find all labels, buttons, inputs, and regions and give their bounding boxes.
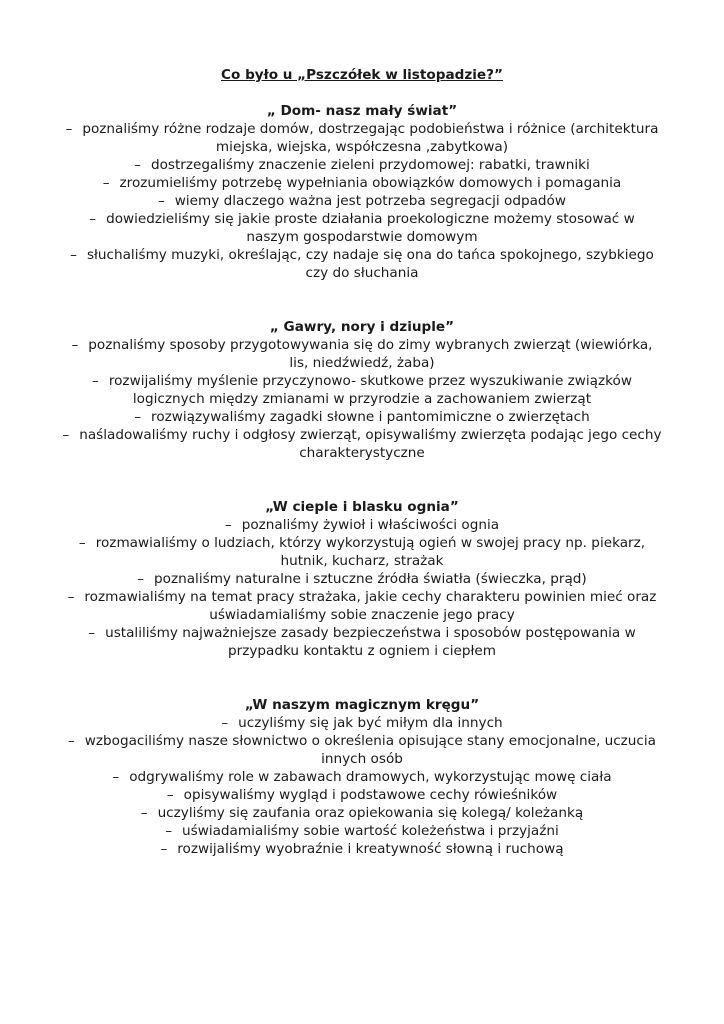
- dash-bullet-icon: –: [65, 121, 73, 137]
- list-item-text: poznaliśmy żywioł i właściwości ognia: [241, 517, 500, 533]
- list-item-text: uświadamialiśmy sobie wartość koleżeństwa i przyjaźni: [182, 823, 559, 839]
- list-item: [62, 768, 662, 786]
- list-item-text: poznaliśmy sposoby przygotowywania się do zimy wybranych zwierząt (wiewiórka, lis, niedźwiedź, żaba): [88, 337, 653, 371]
- list-item: [62, 516, 662, 534]
- list-item: [62, 246, 662, 282]
- dash-bullet-icon: –: [92, 373, 99, 389]
- dash-bullet-icon: –: [112, 769, 120, 785]
- bullet-list: [0, 120, 724, 282]
- section-title: „W naszym magicznym kręgu”: [244, 697, 480, 713]
- list-item: [62, 156, 662, 174]
- bullet-list: [0, 714, 724, 858]
- section: [0, 498, 724, 660]
- list-item-text: rozwijaliśmy wyobraźnie i kreatywność słowną i ruchową: [177, 841, 564, 857]
- list-item-text: słuchaliśmy muzyki, określając, czy nadaje się ona do tańca spokojnego, szybkiego czy do słuchania: [86, 247, 654, 281]
- list-item: [62, 120, 662, 156]
- list-item-text: dostrzegaliśmy znaczenie zieleni przydomowej: rabatki, trawniki: [150, 157, 590, 173]
- list-item-text: naśladowaliśmy ruchy i odgłosy zwierząt, opisywaliśmy zwierzęta podając jego cechy charakterystyczne: [79, 427, 662, 461]
- list-item: [62, 534, 662, 570]
- list-item: [62, 174, 662, 192]
- section: [0, 696, 724, 858]
- list-item: [62, 732, 662, 768]
- dash-bullet-icon: –: [62, 427, 70, 443]
- dash-bullet-icon: –: [67, 589, 75, 605]
- list-item-text: opisywaliśmy wygląd i podstawowe cechy rówieśników: [183, 787, 558, 803]
- list-item: [62, 714, 662, 732]
- list-item: [62, 804, 662, 822]
- list-item-text: poznaliśmy naturalne i sztuczne źródła światła (świeczka, prąd): [154, 571, 587, 587]
- list-item-text: zrozumieliśmy potrzebę wypełniania obowiązków domowych i pomagania: [119, 175, 622, 191]
- list-item-text: rozwijaliśmy myślenie przyczynowo- skutkowe przez wyszukiwanie związków logicznych między zmianami w przyrodzie a zachowaniem zwierząt: [108, 373, 632, 407]
- dash-bullet-icon: –: [67, 733, 75, 749]
- list-item-text: poznaliśmy różne rodzaje domów, dostrzegając podobieństwa i różnice (architektura miejska, wiejska, współczesna ,zabytkowa): [82, 121, 659, 155]
- list-item-text: wiemy dlaczego ważna jest potrzeba segregacji odpadów: [174, 193, 566, 209]
- section-title: „ Dom- nasz mały świat”: [266, 103, 458, 119]
- list-item-text: uczyliśmy się jak być miłym dla innych: [238, 715, 503, 731]
- list-item: [62, 210, 662, 246]
- list-item: [62, 822, 662, 840]
- dash-bullet-icon: –: [70, 247, 77, 263]
- dash-bullet-icon: –: [78, 535, 86, 551]
- bullet-list: [0, 516, 724, 660]
- dash-bullet-icon: –: [134, 409, 142, 425]
- list-item: [62, 840, 662, 858]
- dash-bullet-icon: –: [165, 823, 172, 839]
- list-item: [62, 786, 662, 804]
- dash-bullet-icon: –: [157, 193, 165, 209]
- list-item: [62, 624, 662, 660]
- list-item: [62, 372, 662, 408]
- list-item: [62, 408, 662, 426]
- dash-bullet-icon: –: [166, 787, 174, 803]
- dash-bullet-icon: –: [160, 841, 168, 857]
- list-item-text: wzbogaciliśmy nasze słownictwo o określenia opisujące stany emocjonalne, uczucia innych osób: [84, 733, 657, 767]
- list-item: [62, 192, 662, 210]
- list-item: [62, 570, 662, 588]
- list-item: [62, 588, 662, 624]
- dash-bullet-icon: –: [224, 517, 232, 533]
- document-title: Co było u „Pszczółek w listopadzie?”: [221, 67, 503, 83]
- dash-bullet-icon: –: [221, 715, 229, 731]
- section-title: „ Gawry, nory i dziuple”: [269, 319, 455, 335]
- list-item: [62, 426, 662, 462]
- dash-bullet-icon: –: [134, 157, 141, 173]
- list-item-text: dowiedzieliśmy się jakie proste działania proekologiczne możemy stosować w naszym gospodarstwie domowym: [106, 211, 635, 245]
- list-item-text: rozwiązywaliśmy zagadki słowne i pantomimiczne o zwierzętach: [151, 409, 590, 425]
- bullet-list: [0, 336, 724, 462]
- list-item-text: ustaliliśmy najważniejsze zasady bezpieczeństwa i sposobów postępowania w przypadku kontaktu z ogniem i ciepłem: [105, 625, 636, 659]
- dash-bullet-icon: –: [140, 805, 148, 821]
- list-item-text: uczyliśmy się zaufania oraz opiekowania się kolegą/ koleżanką: [157, 805, 584, 821]
- dash-bullet-icon: –: [89, 211, 97, 227]
- section-title: „W cieple i blasku ognia”: [265, 499, 459, 515]
- dash-bullet-icon: –: [71, 337, 79, 353]
- section: [0, 318, 724, 462]
- list-item-text: rozmawialiśmy na temat pracy strażaka, jakie cechy charakteru powinien mieć oraz uświadamialiśmy sobie znaczenie jego pracy: [84, 589, 657, 623]
- sections-container: [0, 102, 724, 858]
- dash-bullet-icon: –: [102, 175, 110, 191]
- section: [0, 102, 724, 282]
- dash-bullet-icon: –: [88, 625, 96, 641]
- list-item-text: rozmawialiśmy o ludziach, którzy wykorzystują ogień w swojej pracy np. piekarz, hutnik, kucharz, strażak: [95, 535, 646, 569]
- list-item-text: odgrywaliśmy role w zabawach dramowych, wykorzystując mowę ciała: [129, 769, 612, 785]
- dash-bullet-icon: –: [137, 571, 145, 587]
- list-item: [62, 336, 662, 372]
